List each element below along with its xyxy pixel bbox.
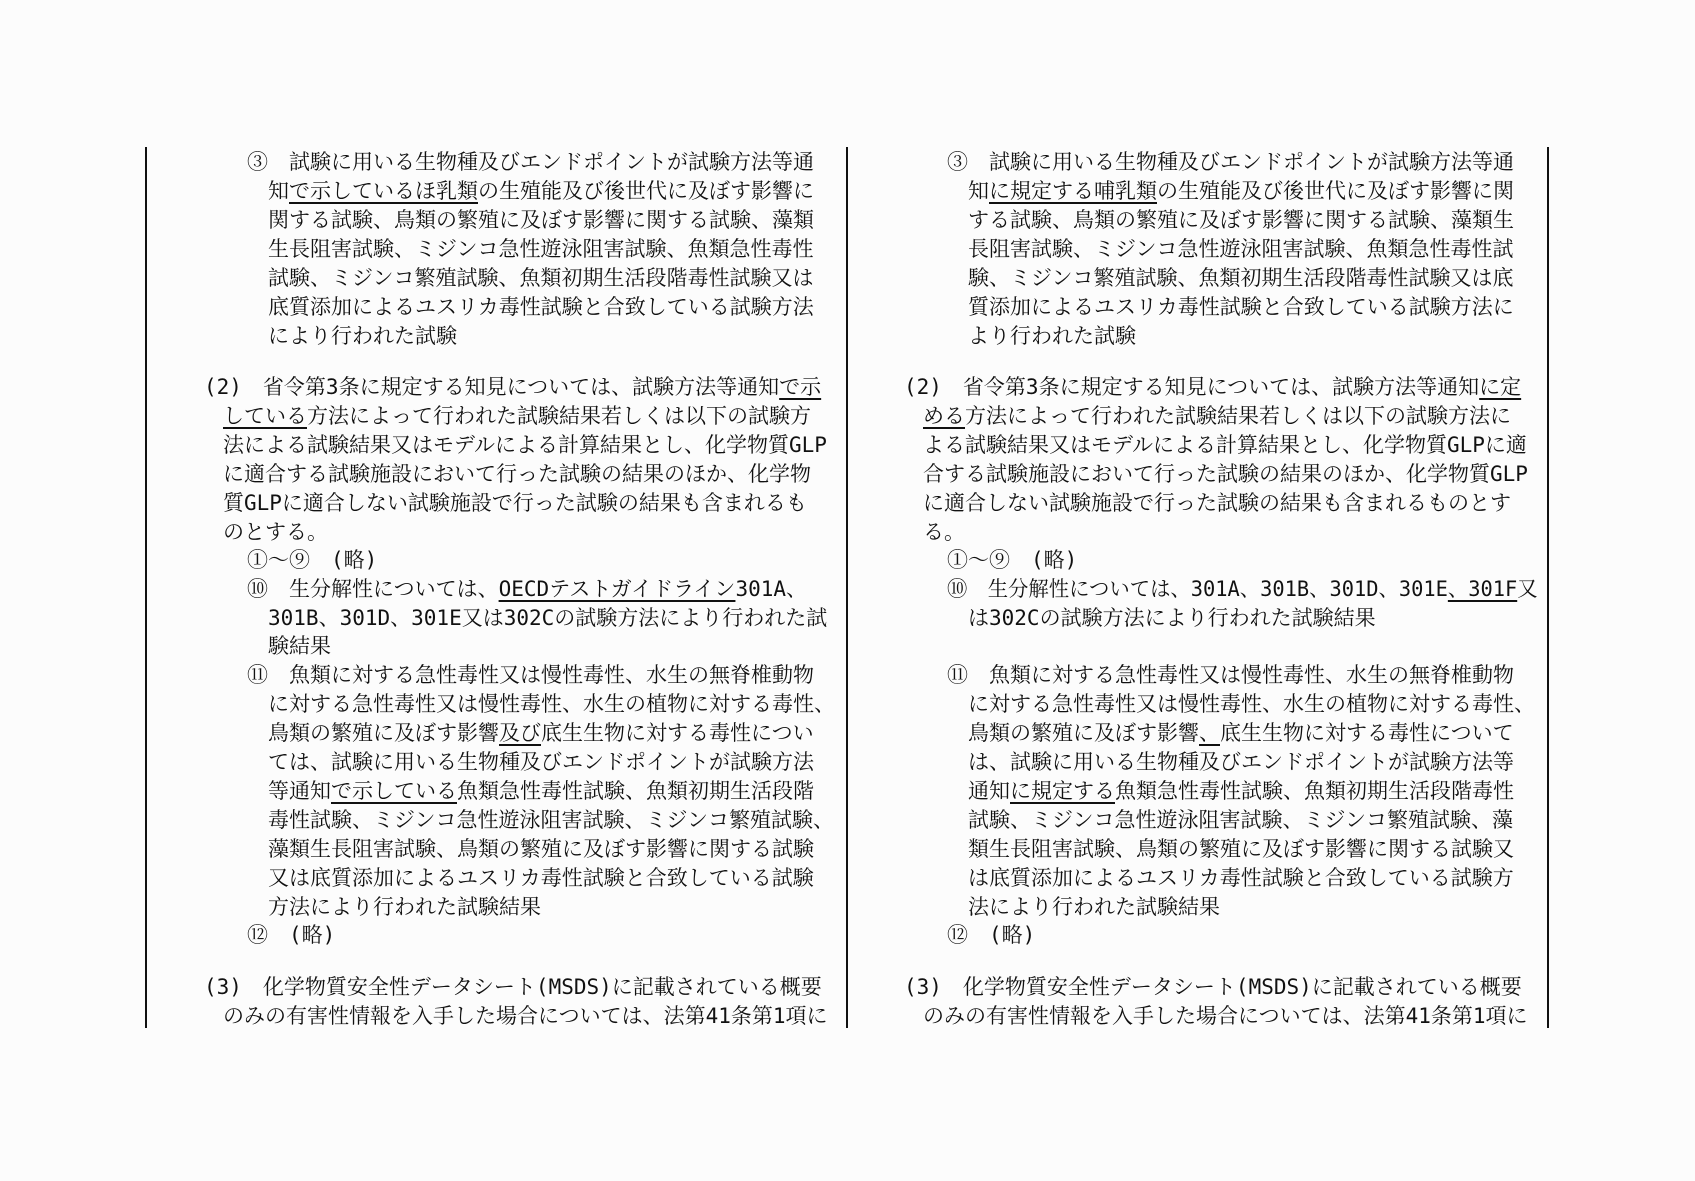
text-segment: に適合しない試験施設で行った試験の結果も含まれるものとす — [923, 491, 1511, 515]
text-segment: よる試験結果又はモデルによる計算結果とし、化学物質GLPに適 — [923, 433, 1527, 457]
text-line — [268, 322, 457, 351]
text-segment: 方法により行われた試験結果 — [268, 895, 541, 919]
text-segment: により行われた試験 — [268, 324, 457, 348]
text-line — [268, 690, 835, 719]
text-line — [923, 489, 1511, 518]
text-segment: 底生生物に対する毒性につい — [541, 721, 814, 745]
text-line — [247, 661, 814, 690]
text-line — [968, 235, 1513, 264]
text-segment: 法による試験結果又はモデルによる計算結果とし、化学物質GLP — [223, 433, 827, 457]
text-line — [968, 777, 1514, 806]
text-line — [968, 748, 1514, 777]
underlined-amendment: める — [923, 404, 965, 428]
text-segment: 等通知 — [268, 779, 331, 803]
text-line — [268, 604, 827, 633]
text-segment: 方法によって行われた試験結果若しくは以下の試験方 — [307, 404, 811, 428]
text-segment: (2) 省令第3条に規定する知見については、試験方法等通知 — [204, 375, 780, 399]
text-line — [968, 604, 1376, 633]
text-line — [268, 864, 814, 893]
text-segment: ⑫ (略) — [947, 923, 1036, 947]
text-segment: の生殖能及び後世代に及ぼす影響に関 — [1157, 179, 1514, 203]
text-segment: 鳥類の繁殖に及ぼす影響 — [968, 721, 1199, 745]
underlined-amendment: で示している — [331, 779, 457, 803]
text-segment: 験、ミジンコ繁殖試験、魚類初期生活段階毒性試験又は底 — [968, 266, 1514, 290]
text-line — [923, 1002, 1528, 1031]
text-segment: ⑪ 魚類に対する急性毒性又は慢性毒性、水生の無脊椎動物 — [947, 663, 1514, 687]
text-line — [268, 632, 331, 661]
underlined-amendment: で示 — [779, 375, 822, 399]
table-border-left — [145, 147, 147, 1028]
text-line — [968, 806, 1513, 835]
text-segment: ⑪ 魚類に対する急性毒性又は慢性毒性、水生の無脊椎動物 — [247, 663, 814, 687]
text-line — [223, 518, 328, 547]
text-line — [968, 206, 1514, 235]
text-line — [223, 431, 827, 460]
text-segment: る。 — [923, 520, 965, 544]
text-segment: ては、試験に用いる生物種及びエンドポイントが試験方法 — [268, 750, 814, 774]
text-segment: 関する試験、鳥類の繁殖に及ぼす影響に関する試験、藻類 — [268, 208, 814, 232]
text-line — [968, 835, 1514, 864]
text-line — [968, 293, 1514, 322]
text-line — [268, 806, 834, 835]
text-line — [268, 264, 813, 293]
underlined-amendment: に定 — [1479, 375, 1522, 399]
text-line — [968, 322, 1136, 351]
text-line — [947, 575, 1538, 604]
text-segment: に適合する試験施設において行った試験の結果のほか、化学物 — [223, 462, 811, 486]
text-line — [247, 921, 335, 950]
text-segment: の生殖能及び後世代に及ぼす影響に — [478, 179, 814, 203]
text-line — [268, 177, 814, 206]
text-line — [247, 575, 807, 604]
underlined-amendment: 及び — [499, 721, 541, 745]
text-segment: 合する試験施設において行った試験の結果のほか、化学物質GLP — [923, 462, 1528, 486]
text-line — [268, 235, 813, 264]
text-segment: のみの有害性情報を入手した場合については、法第41条第1項に — [223, 1004, 828, 1028]
text-segment: は底質添加によるユスリカ毒性試験と合致している試験方 — [968, 866, 1514, 890]
text-segment: ⑩ 生分解性については、 — [247, 577, 499, 601]
text-line — [268, 777, 814, 806]
text-line — [268, 719, 814, 748]
text-line — [904, 973, 1522, 1002]
underlined-amendment: 、 — [1199, 721, 1220, 745]
text-segment: 通知 — [968, 779, 1010, 803]
text-segment: 方法によって行われた試験結果若しくは以下の試験方法に — [965, 404, 1511, 428]
underlined-amendment: 、301F — [1447, 577, 1518, 601]
text-line — [968, 177, 1514, 206]
text-line — [947, 546, 1077, 575]
text-segment: 類生長阻害試験、鳥類の繁殖に及ぼす影響に関する試験又 — [968, 837, 1514, 861]
text-line — [947, 661, 1514, 690]
text-line — [204, 373, 821, 402]
text-segment: 又は底質添加によるユスリカ毒性試験と合致している試験 — [268, 866, 814, 890]
text-line — [968, 719, 1514, 748]
text-segment: ③ 試験に用いる生物種及びエンドポイントが試験方法等通 — [947, 150, 1514, 174]
text-segment: (2) 省令第3条に規定する知見については、試験方法等通知 — [904, 375, 1480, 399]
text-line — [923, 518, 965, 547]
text-segment: ⑩ 生分解性については、301A、301B、301D、301E — [947, 577, 1448, 601]
text-line — [923, 402, 1511, 431]
text-segment: 質GLPに適合しない試験施設で行った試験の結果も含まれるも — [223, 491, 807, 515]
text-segment: に対する急性毒性又は慢性毒性、水生の植物に対する毒性、 — [268, 692, 835, 716]
text-segment: ①～⑨ (略) — [947, 548, 1078, 572]
text-line — [947, 148, 1514, 177]
text-line — [923, 431, 1527, 460]
text-segment: 知 — [268, 179, 289, 203]
text-segment: する試験、鳥類の繁殖に及ぼす影響に関する試験、藻類生 — [968, 208, 1514, 232]
text-segment: 知 — [968, 179, 989, 203]
text-line — [268, 293, 814, 322]
text-segment: 質添加によるユスリカ毒性試験と合致している試験方法に — [968, 295, 1514, 319]
text-line — [268, 835, 814, 864]
text-line — [268, 893, 541, 922]
text-segment: 法により行われた試験結果 — [968, 895, 1220, 919]
text-line — [968, 264, 1513, 293]
text-segment: ①～⑨ (略) — [247, 548, 378, 572]
text-line — [968, 864, 1514, 893]
text-segment: に対する急性毒性又は慢性毒性、水生の植物に対する毒性、 — [968, 692, 1535, 716]
text-line — [968, 690, 1535, 719]
text-segment: (3) 化学物質安全性データシート(MSDS)に記載されている概要 — [204, 975, 822, 999]
text-segment: 生長阻害試験、ミジンコ急性遊泳阻害試験、魚類急性毒性 — [268, 237, 814, 261]
text-segment: 底質添加によるユスリカ毒性試験と合致している試験方法 — [268, 295, 814, 319]
text-line — [223, 1002, 828, 1031]
text-segment: 試験、ミジンコ繁殖試験、魚類初期生活段階毒性試験又は — [268, 266, 814, 290]
underlined-amendment: OECDテストガイドライン — [498, 577, 736, 601]
text-segment: は、試験に用いる生物種及びエンドポイントが試験方法等 — [968, 750, 1514, 774]
text-segment: 底生生物に対する毒性について — [1220, 721, 1514, 745]
underlined-amendment: で示しているほ乳類 — [289, 179, 478, 203]
text-line — [204, 973, 822, 1002]
text-segment: 毒性試験、ミジンコ急性遊泳阻害試験、ミジンコ繁殖試験、 — [268, 808, 834, 832]
text-segment: 魚類急性毒性試験、魚類初期生活段階毒性 — [1115, 779, 1514, 803]
text-segment: より行われた試験 — [968, 324, 1136, 348]
table-border-right — [1547, 147, 1549, 1028]
text-segment: 試験、ミジンコ急性遊泳阻害試験、ミジンコ繁殖試験、藻 — [968, 808, 1513, 832]
text-segment: は302Cの試験方法により行われた試験結果 — [968, 606, 1376, 630]
text-line — [247, 546, 377, 575]
underlined-amendment: に規定する哺乳類 — [989, 179, 1157, 203]
text-line — [947, 921, 1035, 950]
text-segment: (3) 化学物質安全性データシート(MSDS)に記載されている概要 — [904, 975, 1522, 999]
text-line — [904, 373, 1521, 402]
text-segment: 301B、301D、301E又は302Cの試験方法により行われた試 — [268, 606, 828, 630]
text-line — [247, 148, 814, 177]
text-segment: のとする。 — [223, 520, 328, 544]
underlined-amendment: している — [223, 404, 307, 428]
text-line — [223, 402, 811, 431]
text-line — [268, 748, 814, 777]
text-line — [923, 460, 1528, 489]
text-segment: ⑫ (略) — [247, 923, 336, 947]
text-line — [268, 206, 814, 235]
text-segment: のみの有害性情報を入手した場合については、法第41条第1項に — [923, 1004, 1528, 1028]
text-segment: 又 — [1517, 577, 1538, 601]
text-line — [223, 489, 807, 518]
text-segment: ③ 試験に用いる生物種及びエンドポイントが試験方法等通 — [247, 150, 814, 174]
table-border-middle — [846, 147, 848, 1028]
text-line — [968, 893, 1220, 922]
text-segment: 長阻害試験、ミジンコ急性遊泳阻害試験、魚類急性毒性試 — [968, 237, 1514, 261]
text-line — [223, 460, 811, 489]
text-segment: 鳥類の繁殖に及ぼす影響 — [268, 721, 499, 745]
text-segment: 魚類急性毒性試験、魚類初期生活段階 — [457, 779, 814, 803]
text-segment: 301A、 — [735, 577, 808, 601]
text-segment: 験結果 — [268, 634, 331, 658]
text-segment: 藻類生長阻害試験、鳥類の繁殖に及ぼす影響に関する試験 — [268, 837, 814, 861]
underlined-amendment: に規定する — [1010, 779, 1115, 803]
